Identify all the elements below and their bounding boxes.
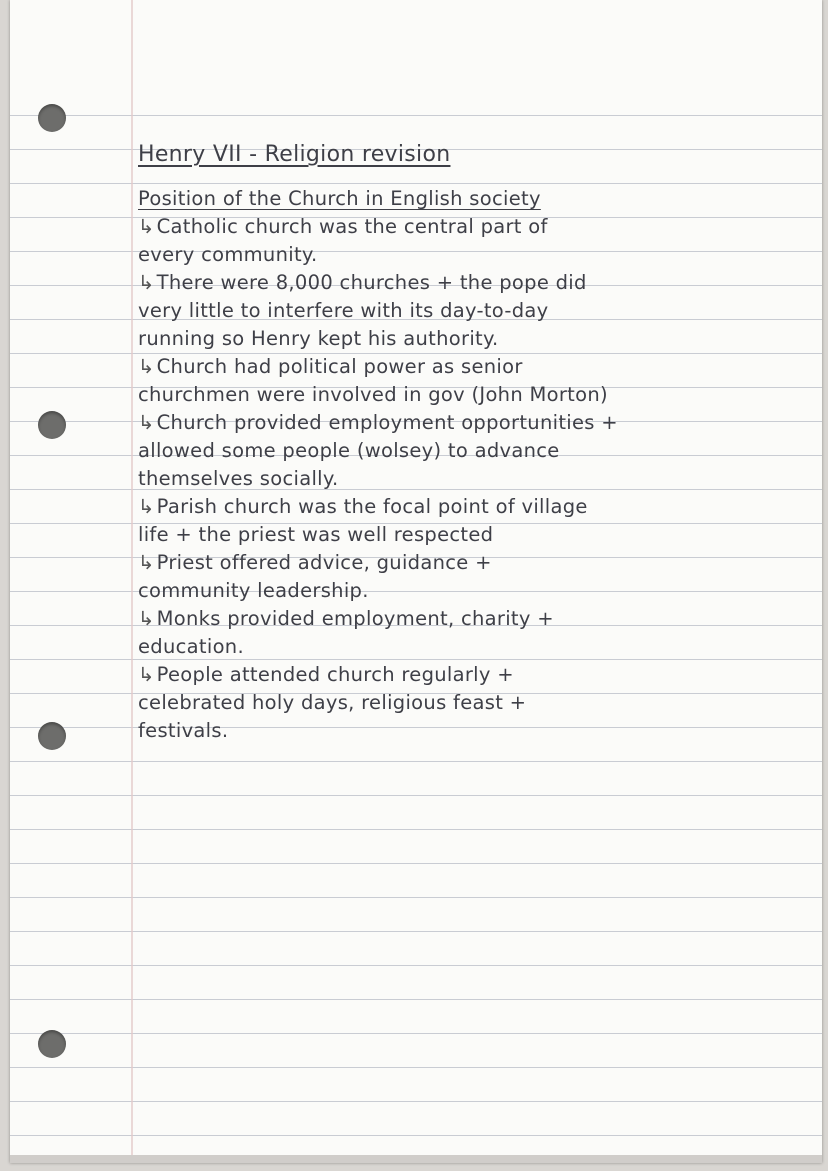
note-text: People attended church regularly +	[156, 663, 514, 686]
note-line	[138, 213, 806, 241]
punch-hole	[38, 411, 66, 439]
note-lines	[138, 213, 806, 745]
bullet-arrow-icon: ↳	[138, 411, 155, 434]
bullet-arrow-icon: ↳	[138, 607, 155, 630]
bullet-arrow-icon: ↳	[138, 355, 155, 378]
note-line	[138, 297, 806, 325]
note-text: every community.	[138, 243, 318, 266]
note-line	[138, 633, 806, 661]
note-line	[138, 269, 806, 297]
note-line	[138, 605, 806, 633]
page-bottom-edge	[10, 1155, 822, 1163]
section-heading: Position of the Church in English society	[138, 187, 541, 210]
page-title: Henry VII - Religion revision	[138, 142, 451, 167]
note-text: Parish church was the focal point of village	[156, 495, 588, 518]
note-text: churchmen were involved in gov (John Morton)	[138, 383, 608, 406]
note-text: education.	[138, 635, 244, 658]
note-line	[138, 689, 806, 717]
note-line	[138, 717, 806, 745]
note-text: community leadership.	[138, 579, 369, 602]
note-text: themselves socially.	[138, 467, 339, 490]
note-line	[138, 409, 806, 437]
note-text: Church provided employment opportunities +	[156, 411, 618, 434]
note-text: There were 8,000 churches + the pope did	[156, 271, 587, 294]
note-line	[138, 577, 806, 605]
note-text: Monks provided employment, charity +	[156, 607, 554, 630]
note-text: Priest offered advice, guidance +	[156, 551, 492, 574]
bullet-arrow-icon: ↳	[138, 271, 155, 294]
note-text: allowed some people (wolsey) to advance	[138, 439, 560, 462]
note-text: Church had political power as senior	[156, 355, 523, 378]
bullet-arrow-icon: ↳	[138, 551, 155, 574]
note-line	[138, 661, 806, 689]
note-line	[138, 493, 806, 521]
note-line	[138, 437, 806, 465]
note-line	[138, 353, 806, 381]
punch-hole	[38, 722, 66, 750]
note-text: life + the priest was well respected	[138, 523, 494, 546]
note-text: running so Henry kept his authority.	[138, 327, 499, 350]
note-line	[138, 241, 806, 269]
punch-hole	[38, 104, 66, 132]
note-text: Catholic church was the central part of	[156, 215, 548, 238]
note-text: celebrated holy days, religious feast +	[138, 691, 527, 714]
margin-line	[131, 0, 133, 1163]
note-text: very little to interfere with its day-to-day	[138, 299, 549, 322]
bullet-arrow-icon: ↳	[138, 663, 155, 686]
note-line	[138, 549, 806, 577]
note-line	[138, 465, 806, 493]
note-line	[138, 325, 806, 353]
bullet-arrow-icon: ↳	[138, 495, 155, 518]
notebook-page	[10, 0, 822, 1163]
note-text: festivals.	[138, 719, 229, 742]
note-line	[138, 381, 806, 409]
punch-hole	[38, 1030, 66, 1058]
bullet-arrow-icon: ↳	[138, 215, 155, 238]
handwritten-notes	[138, 141, 806, 745]
note-line	[138, 521, 806, 549]
